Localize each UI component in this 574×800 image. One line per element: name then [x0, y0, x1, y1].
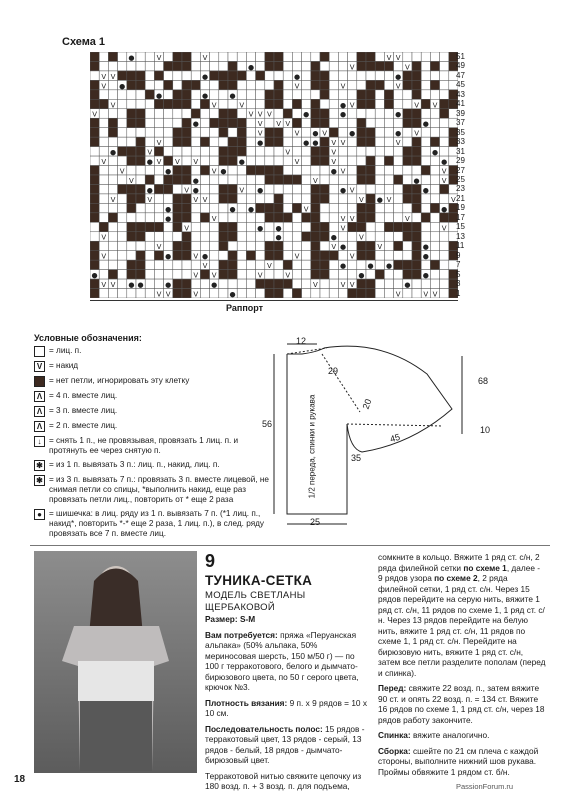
svg-text:V: V [119, 167, 125, 176]
article-column-2 [378, 552, 546, 782]
svg-text:V: V [110, 281, 116, 290]
svg-text:●: ● [257, 139, 264, 148]
svg-text:●: ● [257, 224, 264, 233]
continuation-paragraph: сомкните в кольцо. Вяжите 1 ряд ст. с/н, 2 ряда филейной сетки по схеме 1, далее - 9 рядов узора по схеме 2, 2 ряда филейной сетки, 1 ряд ст. с/н. Через 15 рядов перейдите на серую нить, вяжите 1 ряд ст. с/н, 11 рядов по схеме 1, 1 ряд ст. с/н. Через 13 рядов перейдите на белую нить, вяжите 1 ряд ст. с/н, 11 рядов по схеме 1, 1 ряд ст. с/н. Перейдите на бирюзовую нить, вяжите 1 ряд ст. с/н, затем все петли разделите пополам (перед и спинка). [378, 552, 546, 678]
svg-text:●: ● [128, 281, 135, 290]
svg-text:●: ● [192, 120, 199, 129]
svg-text:●: ● [303, 110, 310, 119]
svg-text:●: ● [165, 252, 172, 261]
svg-text:V: V [331, 243, 337, 252]
svg-text:●: ● [238, 158, 245, 167]
svg-text:V: V [432, 101, 438, 110]
row-number: 1 [456, 288, 461, 298]
dim-35: 35 [351, 453, 362, 463]
svg-text:●: ● [339, 110, 347, 119]
svg-text:V: V [156, 53, 162, 62]
svg-text:●: ● [395, 110, 402, 119]
svg-text:●: ● [229, 205, 236, 214]
svg-text:●: ● [385, 262, 393, 271]
svg-text:V: V [156, 139, 162, 148]
svg-text:V: V [110, 195, 116, 204]
svg-text:●: ● [339, 262, 347, 271]
svg-text:●: ● [431, 148, 439, 157]
dim-68: 68 [478, 376, 489, 386]
svg-text:V: V [359, 195, 364, 204]
svg-text:V: V [340, 82, 346, 91]
svg-text:●: ● [349, 129, 356, 138]
article-column-1 [205, 551, 370, 797]
dim-45: 45 [388, 431, 402, 445]
legend-text: = 2 п. вместе лиц. [49, 421, 118, 430]
pattern-vertical-label: 1/2 переда, спинки и рукава [307, 394, 317, 499]
svg-text:●: ● [312, 129, 319, 138]
row-number: 7 [456, 260, 461, 270]
row-number: 15 [456, 222, 465, 232]
svg-text:V: V [267, 262, 272, 271]
svg-text:V: V [414, 101, 419, 110]
svg-text:V: V [349, 281, 355, 290]
section-divider [30, 545, 550, 546]
svg-text:●: ● [376, 195, 383, 204]
svg-text:●: ● [293, 72, 301, 81]
svg-text:●: ● [192, 186, 199, 195]
svg-text:●: ● [339, 101, 347, 110]
svg-text:V: V [267, 110, 272, 119]
svg-text:V: V [331, 148, 337, 157]
svg-text:●: ● [247, 205, 255, 214]
svg-text:●: ● [201, 72, 209, 81]
svg-text:V: V [239, 101, 245, 110]
svg-text:V: V [441, 176, 447, 185]
row-number: 31 [456, 146, 465, 156]
svg-text:●: ● [128, 53, 135, 62]
svg-text:V: V [414, 129, 419, 138]
legend-item [34, 509, 274, 539]
svg-text:●: ● [358, 271, 365, 280]
svg-text:V: V [202, 262, 208, 271]
legend-item [34, 406, 274, 417]
svg-text:●: ● [275, 233, 282, 242]
assembly-paragraph: Сборка: сшейте по 21 см плеча с каждой стороны, выполните нижний шов рукава. Проймы обвяжите 1 рядом ст. б/н. [378, 745, 539, 777]
svg-text:●: ● [201, 252, 209, 261]
front-paragraph: Перед: свяжите 22 возд. п., затем вяжите 90 ст. и опять 22 возд. п. = 134 ст. Вяжите 16 рядов по схеме 1, 1 ряд ст. с/н, через 18 рядов работу закончите. [378, 683, 545, 725]
svg-text:●: ● [165, 214, 172, 223]
svg-text:V: V [211, 214, 217, 223]
svg-text:●: ● [137, 281, 144, 290]
svg-text:●: ● [165, 167, 172, 176]
svg-text:●: ● [339, 186, 347, 195]
svg-text:V: V [211, 101, 217, 110]
row-number: 51 [456, 52, 465, 61]
row-number: 9 [456, 250, 461, 260]
svg-text:●: ● [247, 63, 255, 72]
row-number: 49 [456, 61, 465, 71]
svg-text:V: V [147, 148, 153, 157]
svg-text:●: ● [229, 290, 236, 298]
size-label: Размер: S-M [205, 614, 256, 624]
svg-text:V: V [110, 101, 116, 110]
row-number: 17 [456, 212, 465, 222]
svg-text:V: V [101, 72, 107, 81]
svg-text:●: ● [422, 271, 429, 280]
row-number: 35 [456, 127, 465, 137]
svg-text:●: ● [441, 205, 448, 214]
row-number: 27 [456, 165, 465, 175]
svg-text:V: V [193, 290, 199, 298]
legend-symbol-icon: Λ [34, 391, 45, 402]
svg-text:V: V [294, 252, 300, 261]
legend-symbol-icon [34, 376, 45, 387]
svg-text:●: ● [165, 205, 172, 214]
legend-text: = шишечка: в лиц. ряду из 1 п. вывязать 7 п. (*1 лиц. п., накид*, повторить *-* еще 2 раза, 1 лиц. п.), в след. ряду провязать все 7 п. вместе лиц. [49, 509, 264, 538]
svg-text:V: V [285, 271, 291, 280]
row-number: 23 [456, 184, 465, 194]
svg-text:V: V [432, 290, 438, 298]
svg-text:V: V [340, 281, 346, 290]
svg-text:V: V [294, 82, 300, 91]
svg-text:V: V [193, 195, 199, 204]
svg-text:V: V [156, 243, 162, 252]
svg-text:V: V [202, 53, 208, 62]
svg-text:V: V [423, 290, 429, 298]
svg-text:V: V [441, 167, 447, 176]
legend-item [34, 460, 274, 471]
svg-text:V: V [294, 129, 300, 138]
svg-text:V: V [395, 290, 401, 298]
dim-29: 29 [328, 366, 339, 376]
legend-symbol-icon: ✱ [34, 460, 45, 471]
svg-text:V: V [184, 186, 189, 195]
legend-text: = 4 п. вместе лиц. [49, 391, 118, 400]
row-number: 13 [456, 231, 465, 241]
svg-text:V: V [257, 110, 263, 119]
legend-text: = снять 1 п., не провязывая, провязать 1 лиц. п. и протянуть ее через снятую п. [49, 436, 239, 455]
watermark: PassionForum.ru [456, 782, 514, 791]
legend-item [34, 475, 274, 505]
svg-text:●: ● [413, 176, 420, 185]
legend-item [34, 391, 274, 402]
svg-text:V: V [285, 148, 291, 157]
dim-25: 25 [310, 517, 321, 527]
svg-text:V: V [331, 158, 337, 167]
dim-20: 20 [360, 397, 374, 411]
article-number: 9 [205, 551, 216, 571]
legend-text: = 3 п. вместе лиц. [49, 406, 118, 415]
row-number: 3 [456, 279, 461, 289]
svg-text:●: ● [201, 91, 209, 100]
svg-text:V: V [101, 82, 107, 91]
svg-text:V: V [349, 101, 355, 110]
svg-text:V: V [92, 110, 97, 119]
svg-text:●: ● [330, 167, 337, 176]
svg-text:V: V [211, 167, 217, 176]
svg-text:V: V [340, 224, 346, 233]
svg-text:V: V [175, 158, 180, 167]
svg-text:V: V [101, 158, 107, 167]
svg-text:V: V [395, 139, 401, 148]
svg-text:V: V [276, 120, 281, 129]
svg-text:V: V [248, 110, 254, 119]
svg-text:V: V [377, 243, 383, 252]
svg-text:V: V [101, 252, 107, 261]
legend-symbol-icon: V [34, 361, 45, 372]
svg-text:●: ● [422, 252, 429, 261]
svg-text:V: V [257, 129, 263, 138]
row-number: 11 [456, 241, 465, 251]
svg-text:V: V [405, 63, 410, 72]
svg-text:V: V [257, 271, 263, 280]
model-photo [34, 551, 197, 773]
svg-text:V: V [349, 63, 355, 72]
svg-text:V: V [193, 158, 199, 167]
svg-text:●: ● [165, 281, 172, 290]
intro-paragraph: Терракотовой нитью свяжите цепочку из 180 возд. п. + 3 возд. п. для подъема, [205, 770, 362, 791]
svg-text:●: ● [109, 148, 117, 157]
svg-text:V: V [349, 214, 355, 223]
svg-text:●: ● [395, 72, 402, 81]
legend-item [34, 421, 274, 432]
svg-text:●: ● [155, 91, 163, 100]
legend-item [34, 376, 274, 387]
row-number: 45 [456, 80, 465, 90]
legend-symbol-icon: Λ [34, 406, 45, 417]
svg-text:●: ● [91, 271, 98, 280]
svg-text:V: V [110, 72, 116, 81]
svg-text:V: V [101, 233, 107, 242]
svg-text:●: ● [275, 224, 282, 233]
legend-text: = из 1 п. вывязать 3 п.: лиц. п., накид, лиц. п. [49, 460, 220, 469]
dim-12: 12 [296, 336, 307, 346]
svg-text:●: ● [422, 243, 429, 252]
legend-symbol-icon: ✱ [34, 475, 45, 486]
row-number: 5 [456, 269, 461, 279]
svg-text:●: ● [395, 129, 402, 138]
row-number: 43 [456, 89, 465, 99]
svg-text:V: V [340, 214, 346, 223]
article-title: ТУНИКА-СЕТКА [205, 573, 313, 588]
svg-text:V: V [331, 139, 337, 148]
legend-text: = нет петли, игнорировать эту клетку [49, 376, 190, 385]
svg-text:V: V [340, 167, 346, 176]
svg-text:V: V [395, 53, 401, 62]
svg-text:●: ● [422, 186, 429, 195]
row-number: 19 [456, 203, 465, 213]
svg-text:V: V [211, 271, 217, 280]
svg-text:V: V [147, 195, 153, 204]
svg-text:●: ● [339, 243, 347, 252]
legend-item [34, 436, 274, 456]
svg-text:V: V [129, 176, 134, 185]
svg-text:●: ● [211, 281, 218, 290]
svg-text:V: V [156, 290, 162, 298]
legend-symbol-icon: ● [34, 509, 45, 520]
svg-text:●: ● [257, 186, 264, 195]
svg-text:●: ● [441, 158, 448, 167]
svg-text:●: ● [330, 233, 337, 242]
legend-text: = накид [49, 361, 79, 370]
legend-title: Условные обозначения: [34, 333, 142, 343]
svg-text:V: V [349, 186, 355, 195]
dim-10: 10 [480, 425, 491, 435]
svg-text:V: V [359, 233, 364, 242]
svg-text:●: ● [146, 158, 153, 167]
row-number: 47 [456, 70, 465, 80]
svg-text:V: V [101, 281, 107, 290]
svg-text:●: ● [146, 186, 153, 195]
back-paragraph: Спинка: вяжите аналогично. [378, 730, 490, 740]
svg-text:●: ● [220, 167, 227, 176]
pattern-sleeve-outline [324, 346, 452, 452]
svg-text:V: V [451, 195, 456, 204]
svg-text:V: V [349, 252, 355, 261]
page-number: 18 [14, 774, 26, 785]
row-number: 29 [456, 156, 465, 166]
row-number: 21 [456, 193, 465, 203]
svg-text:V: V [322, 129, 327, 138]
svg-text:V: V [441, 224, 447, 233]
svg-text:●: ● [422, 120, 429, 129]
svg-text:V: V [165, 290, 171, 298]
svg-text:●: ● [192, 176, 199, 185]
svg-text:V: V [193, 252, 199, 261]
row-number: 33 [456, 137, 465, 147]
svg-text:V: V [313, 281, 318, 290]
legend-symbol-icon: ↓ [34, 436, 45, 447]
svg-text:V: V [386, 53, 392, 62]
svg-text:V: V [303, 205, 309, 214]
svg-text:V: V [395, 82, 401, 91]
svg-text:V: V [156, 158, 162, 167]
legend [34, 333, 274, 543]
rapport-line [90, 300, 458, 301]
article-subtitle: МОДЕЛЬ СВЕТЛАНЫ ЩЕРБАКОВОЙ [205, 590, 306, 613]
svg-text:V: V [405, 214, 410, 223]
svg-text:●: ● [367, 262, 374, 271]
legend-symbol-icon: Λ [34, 421, 45, 432]
dim-56: 56 [262, 419, 273, 429]
row-number: 25 [456, 174, 465, 184]
row-number: 41 [456, 99, 465, 109]
svg-text:V: V [386, 195, 392, 204]
svg-text:V: V [202, 195, 208, 204]
svg-text:V: V [257, 120, 263, 129]
legend-text: = из 3 п. вывязать 7 п.: провязать 3 п. вместе лицевой, не снимая петли со спицы, *выполнить накид, еще раз провязать петли лиц., повторить от * еще 2 раза [49, 475, 269, 504]
svg-text:●: ● [404, 281, 411, 290]
svg-text:V: V [285, 120, 291, 129]
rapport-label: Раппорт [226, 303, 264, 313]
row-number: 39 [456, 108, 465, 118]
legend-symbol-icon [34, 346, 45, 357]
density-paragraph: Плотность вязания: 9 п. х 9 рядов = 10 х 10 см. [205, 697, 368, 718]
svg-text:●: ● [229, 91, 236, 100]
svg-text:V: V [239, 186, 245, 195]
garment-pattern-drawing [262, 334, 552, 534]
svg-text:V: V [294, 158, 300, 167]
svg-text:V: V [184, 224, 189, 233]
svg-text:V: V [340, 139, 346, 148]
stripes-paragraph: Последовательность полос: 15 рядов - терракотовый цвет, 13 рядов - серый, 13 рядов - белый, 18 рядов - дымчато-бирюзовый цвет. [205, 723, 365, 765]
svg-text:V: V [313, 176, 318, 185]
svg-text:V: V [193, 271, 199, 280]
svg-text:●: ● [303, 139, 310, 148]
svg-text:●: ● [119, 82, 126, 91]
materials-paragraph: Вам потребуется: пряжа «Перуанская альпака» (50% альпака, 50% мериносовая шерсть, 150 м/50 г) — по 100 г терракотового, белого и дымчато-бирюзового цвета, по 50 г серого цвета, крючок №3. [205, 629, 359, 692]
svg-text:●: ● [312, 139, 319, 148]
legend-item [34, 346, 274, 357]
legend-item [34, 361, 274, 372]
legend-text: = лиц. п. [49, 346, 82, 355]
scheme-title: Схема 1 [62, 36, 106, 48]
row-number: 37 [456, 118, 465, 128]
